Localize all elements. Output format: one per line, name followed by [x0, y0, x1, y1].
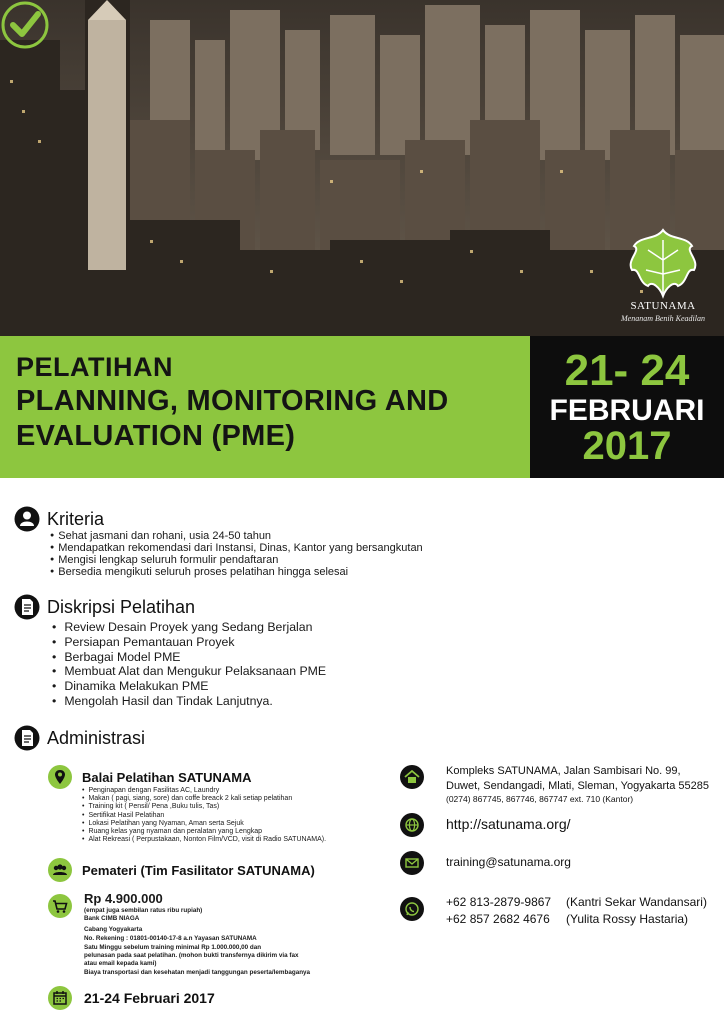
list-item: • Lokasi Pelatihan yang Nyaman, Aman serta Sejuk — [82, 820, 326, 828]
date-year: 2017 — [582, 424, 672, 468]
list-item: • Training kit ( Pensil/ Pena ,Buku tulis, Tas) — [82, 803, 326, 811]
list-item: ● Mengisi lengkap seluruh formulir pendaftaran — [50, 554, 423, 566]
list-item: • Penginapan dengan Fasilitas AC, Laundry — [82, 787, 326, 795]
location-pin-icon — [48, 765, 72, 789]
kriteria-list — [50, 530, 423, 578]
kriteria-heading: Kriteria — [47, 509, 105, 529]
logo-tagline: Menanam Benih Keadilan — [621, 314, 705, 323]
list-item: • Sertifikat Hasil Pelatihan — [82, 812, 326, 820]
contact-name-2: (Yulita Rossy Hastaria) — [566, 912, 689, 926]
venue-title: Balai Pelatihan SATUNAMA — [82, 770, 252, 785]
phone-office: (0274) 867745, 867746, 867747 ext. 710 (Kantor) — [446, 794, 634, 804]
calendar-icon — [48, 986, 72, 1010]
account-number: No. Rekening : 01801-00140-17-8 a.n Yayasan SATUNAMA — [84, 935, 257, 942]
mail-icon — [400, 851, 424, 875]
pemateri-label: Pemateri (Tim Fasilitator SATUNAMA) — [82, 863, 315, 878]
address-line-1: Kompleks SATUNAMA, Jalan Sambisari No. 99, — [446, 765, 681, 777]
deskripsi-list — [52, 620, 326, 709]
list-item: • Membuat Alat dan Mengukur Pelaksanaan PME — [52, 664, 326, 679]
date-days: 21- 24 — [564, 346, 690, 395]
person-icon — [14, 506, 40, 532]
hero-city-photo — [0, 0, 724, 336]
document-icon — [14, 594, 40, 620]
price-in-words: (empat juga sembilan ratus ribu rupiah) — [84, 907, 203, 914]
administrasi-heading: Administrasi — [47, 728, 146, 748]
list-item: • Review Desain Proyek yang Sedang Berjalan — [52, 620, 326, 635]
document-icon — [14, 725, 40, 751]
contact-name-1: (Kantri Sekar Wandansari) — [566, 895, 707, 909]
globe-icon — [400, 813, 424, 837]
list-item: ● Bersedia mengikuti seluruh proses pelatihan hingga selesai — [50, 566, 423, 578]
bank-name: Bank CIMB NIAGA — [84, 915, 140, 922]
list-item: • Alat Rekreasi ( Perpustakaan, Nonton Film/VCD, visit di Radio SATUNAMA). — [82, 836, 326, 844]
list-item: ● Sehat jasmani dan rohani, usia 24-50 tahun — [50, 530, 423, 542]
email-link[interactable]: training@satunama.org — [446, 855, 571, 869]
logo-name: SATUNAMA — [630, 300, 696, 312]
list-item: • Berbagai Model PME — [52, 650, 326, 665]
address-line-2: Duwet, Sendangadi, Mlati, Sleman, Yogyakarta 55285 — [446, 780, 709, 792]
phone-1[interactable]: +62 813-2879-9867 — [446, 895, 552, 909]
cart-icon — [48, 894, 72, 918]
phone-2[interactable]: +62 857 2682 4676 — [446, 912, 550, 926]
title-line-3: EVALUATION (PME) — [16, 420, 296, 452]
leaf-logo-icon — [608, 226, 718, 300]
deskripsi-heading: Diskripsi Pelatihan — [47, 597, 196, 617]
training-price: Rp 4.900.000 — [84, 891, 163, 906]
list-item: • Ruang kelas yang nyaman dan peralatan yang Lengkap — [82, 828, 326, 836]
group-icon — [48, 858, 72, 882]
facilities-list — [82, 787, 326, 844]
satunama-logo — [608, 226, 718, 326]
payment-note-1: Satu Minggu sebelum training minimal Rp 1.000.000,00 dan — [84, 944, 262, 951]
title-line-1: PELATIHAN — [16, 352, 173, 382]
payment-note-2: pelunasan pada saat pelatihan. (mohon bukti transfernya dikirim via fax — [84, 952, 299, 959]
payment-note-3: atau email kepada kami) — [84, 960, 157, 967]
bank-branch: Cabang Yogyakarta — [84, 926, 143, 933]
list-item: • Makan ( pagi, siang, sore) dan coffe breack 2 kali setiap pelatihan — [82, 795, 326, 803]
website-link[interactable]: http://satunama.org/ — [446, 816, 571, 832]
home-icon — [400, 765, 424, 789]
list-item: • Dinamika Melakukan PME — [52, 679, 326, 694]
schedule-date: 21-24 Februari 2017 — [84, 990, 215, 1006]
payment-note-4: Biaya transportasi dan kesehatan menjadi tanggungan peserta/lembaganya — [84, 969, 311, 976]
whatsapp-icon — [400, 897, 424, 921]
title-line-2: PLANNING, MONITORING AND — [16, 385, 449, 417]
check-badge-icon — [0, 0, 50, 50]
list-item: ● Mendapatkan rekomendasi dari Instansi, Dinas, Kantor yang bersangkutan — [50, 542, 423, 554]
list-item: • Mengolah Hasil dan Tindak Lanjutnya. — [52, 694, 326, 709]
list-item: • Persiapan Pemantauan Proyek — [52, 635, 326, 650]
date-month: FEBRUARI — [549, 394, 705, 427]
